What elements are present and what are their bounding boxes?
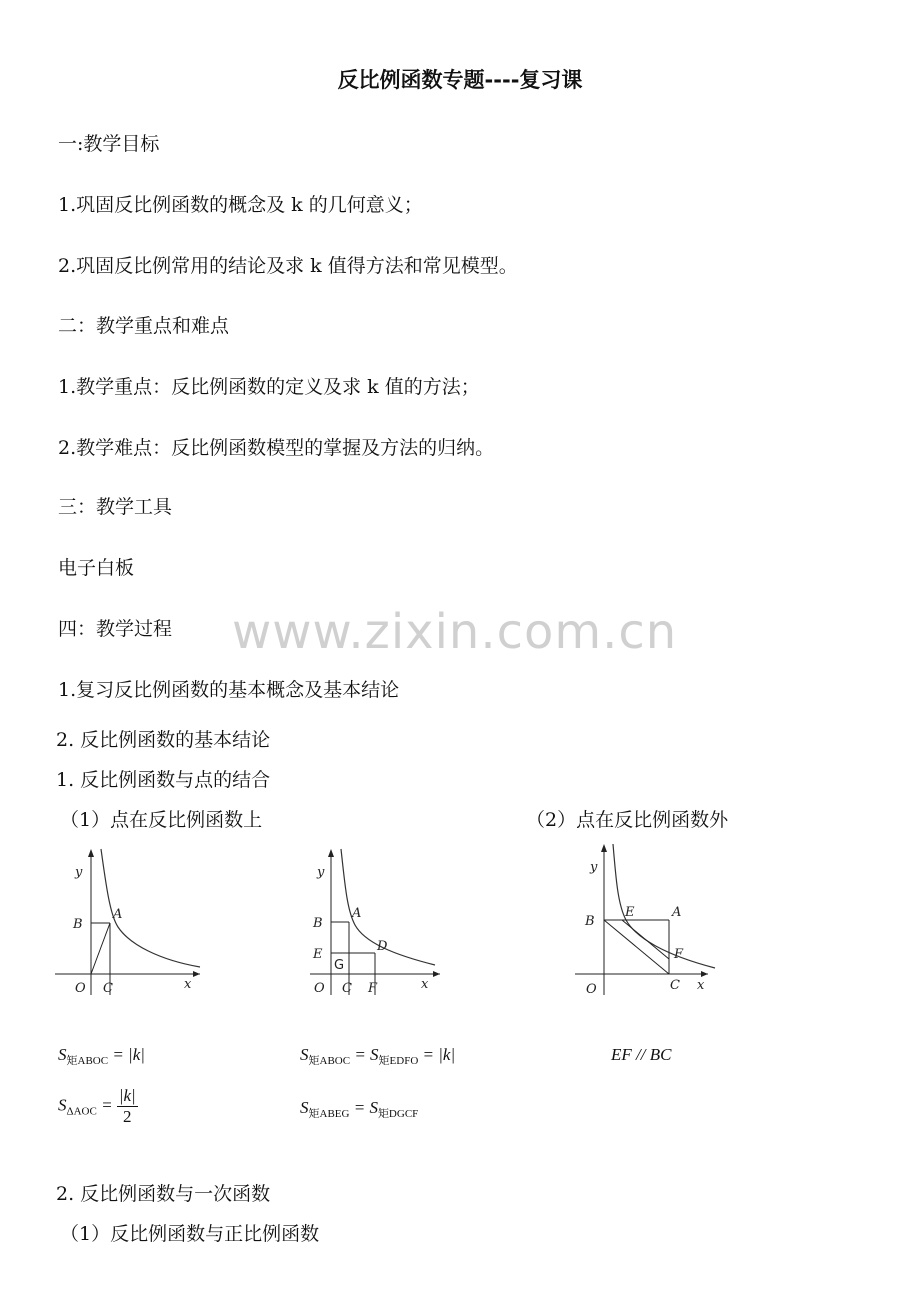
formula-rect-abeg-dgcf: $S_{矩ABEG} = S_{矩DGCF}$ bbox=[300, 1098, 419, 1120]
tools-text: 电子白板 bbox=[58, 557, 135, 579]
fig2-label-d: D bbox=[377, 939, 388, 954]
formula-rect-abco: $S_{矩ABOC} = |k|$ bbox=[58, 1045, 145, 1067]
fig2-label-g: G bbox=[334, 958, 345, 973]
fig1-label-o: O bbox=[75, 981, 86, 996]
case-direct-proportion: （1）反比例函数与正比例函数 bbox=[60, 1223, 320, 1245]
page-title: 反比例函数专题----复习课 bbox=[337, 68, 583, 92]
fig3-label-x: x bbox=[697, 978, 705, 993]
fig1-label-b: B bbox=[73, 917, 83, 932]
fig2-label-o: O bbox=[314, 981, 325, 996]
formula-parallel: EF // BC bbox=[611, 1045, 672, 1064]
fig2-label-c: C bbox=[342, 981, 352, 996]
watermark: www.zixin.com.cn bbox=[232, 604, 678, 660]
fig1-label-y: y bbox=[75, 865, 83, 880]
fig3-label-e: E bbox=[625, 905, 635, 920]
case-off-curve: （2）点在反比例函数外 bbox=[526, 809, 729, 831]
section-heading-focus: 二：教学重点和难点 bbox=[58, 315, 230, 337]
fig3-label-b: B bbox=[585, 914, 595, 929]
fig2-label-f: F bbox=[368, 981, 378, 996]
fig2-label-x: x bbox=[421, 977, 429, 992]
fig3-label-y: y bbox=[590, 860, 598, 875]
fig3-label-o: O bbox=[586, 982, 597, 997]
fig2-label-a: A bbox=[352, 906, 362, 921]
subsection-linear: 2. 反比例函数与一次函数 bbox=[56, 1183, 271, 1205]
formula-triangle-aoc: $S_{\Delta AOC}$ = $\frac{|k|}{2}$ bbox=[58, 1086, 136, 1126]
focus-item-1: 1.教学重点：反比例函数的定义及求 k 值的方法； bbox=[58, 376, 480, 398]
fig1-label-x: x bbox=[184, 977, 192, 992]
fig2-label-e: E bbox=[313, 947, 323, 962]
section-heading-process: 四：教学过程 bbox=[58, 618, 173, 640]
section-heading-goals: 一:教学目标 bbox=[58, 133, 160, 155]
process-item-2: 2. 反比例函数的基本结论 bbox=[56, 729, 271, 751]
figure-1 bbox=[50, 845, 210, 1000]
formula-rect-equal: $S_{矩ABOC} = S_{矩EDFO} = |k|$ bbox=[300, 1045, 456, 1067]
subsection-points: 1. 反比例函数与点的结合 bbox=[56, 769, 271, 791]
fig2-label-b: B bbox=[313, 916, 323, 931]
goal-item-2: 2.巩固反比例常用的结论及求 k 值得方法和常见模型。 bbox=[58, 255, 518, 277]
process-item-1: 1.复习反比例函数的基本概念及基本结论 bbox=[58, 679, 400, 701]
fig2-label-y: y bbox=[317, 865, 325, 880]
fig3-label-a: A bbox=[672, 905, 682, 920]
goal-item-1: 1.巩固反比例函数的概念及 k 的几何意义； bbox=[58, 194, 423, 216]
figure-2 bbox=[305, 845, 450, 1000]
focus-item-2: 2.教学难点：反比例函数模型的掌握及方法的归纳。 bbox=[58, 437, 495, 459]
case-on-curve: （1）点在反比例函数上 bbox=[60, 809, 263, 831]
section-heading-tools: 三：教学工具 bbox=[58, 496, 173, 518]
figure-3 bbox=[570, 840, 720, 1000]
fig1-label-c: C bbox=[103, 981, 113, 996]
fig3-label-c: C bbox=[670, 978, 680, 993]
fig1-label-a: A bbox=[113, 907, 123, 922]
fig3-label-f: F bbox=[674, 947, 684, 962]
